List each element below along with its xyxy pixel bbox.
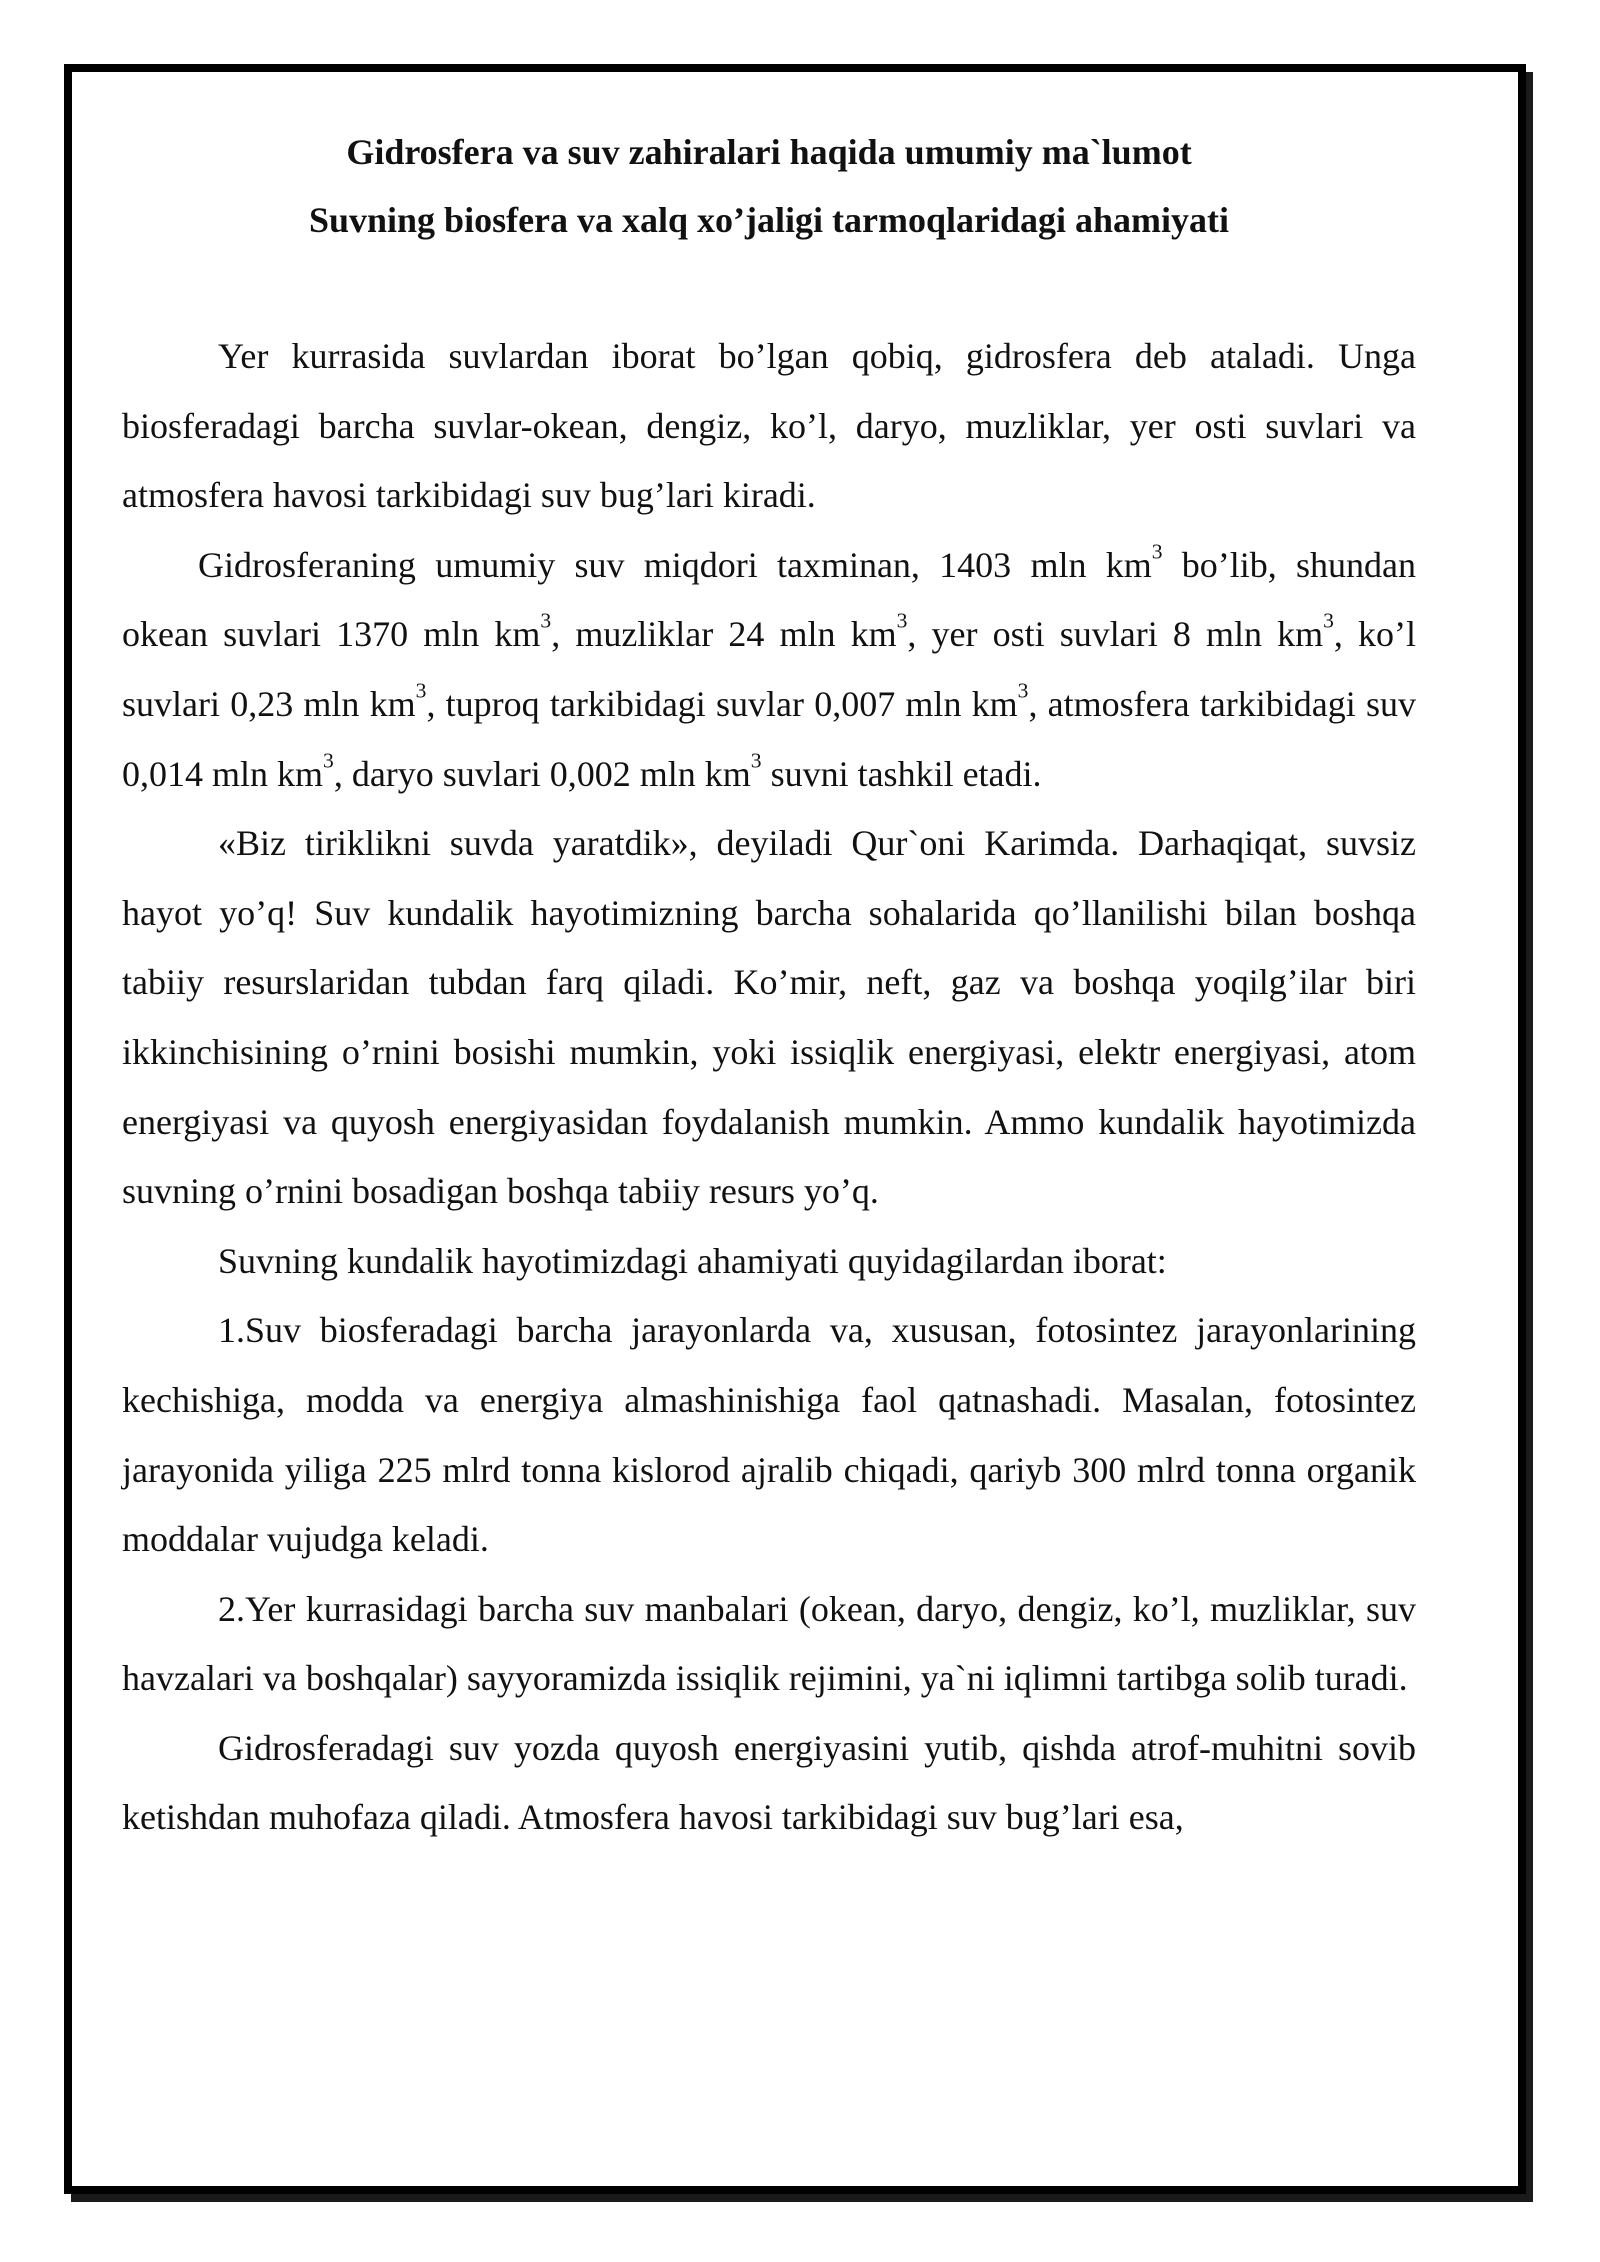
superscript-3: 3 xyxy=(415,678,427,703)
paragraph-4: Suvning kundalik hayotimizdagi ahamiyati quyidagilardan iborat: xyxy=(218,1240,1167,1281)
p2-text-7: , atmosfera tarkibidagi suv 0,014 mln km xyxy=(122,683,1416,794)
document-content xyxy=(122,118,1416,1853)
superscript-3: 3 xyxy=(1151,539,1163,564)
paragraph-3: «Biz tiriklikni suvda yaratdik», deyiladi Qur`oni Karimda. Darhaqiqat, suvsiz hayot yo’q! Suv kundalik hayotimizning barcha sohalarida qo’llanilishi bilan boshqa tabiiy resurslaridan tubdan farq qiladi. Ko’mir, neft, gaz va boshqa yoqilg’ilar biri ikkinchisining o’rnini bosishi mumkin, yoki issiqlik energiyasi, elektr energiyasi, atom energiyasi va quyosh energiyasidan foydalanish mumkin. Ammo kundalik hayotimizda suvning o’rnini bosadigan boshqa tabiiy resurs yo’q. xyxy=(122,823,1416,1212)
paragraph-2 xyxy=(122,531,1416,809)
p2-text-8: , daryo suvlari 0,002 mln km xyxy=(333,753,751,794)
document-title xyxy=(122,118,1416,254)
title-line-2: Suvning biosfera va xalq xo’jaligi tarmoqlaridagi ahamiyati xyxy=(308,200,1230,240)
superscript-3: 3 xyxy=(1017,678,1029,703)
p2-text-9: suvni tashkil etadi. xyxy=(761,753,1042,794)
paragraph-7: Gidrosferadagi suv yozda quyosh energiyasini yutib, qishda atrof-muhitni sovib ketishdan muhofaza qiladi. Atmosfera havosi tarkibidagi suv bug’lari esa, xyxy=(122,1727,1416,1838)
document-body xyxy=(122,322,1416,1853)
p2-text-3: , muzliklar 24 mln km xyxy=(551,614,897,655)
title-line-1: Gidrosfera va suv zahiralari haqida umumiy ma`lumot xyxy=(346,132,1192,172)
paragraph-6: 2.Yer kurrasidagi barcha suv manbalari (okean, daryo, dengiz, ko’l, muzliklar, suv havzalari va boshqalar) sayyoramizda issiqlik rejimini, ya`ni iqlimni tartibga solib turadi. xyxy=(122,1588,1416,1699)
paragraph-5: 1.Suv biosferadagi barcha jarayonlarda va, xususan, fotosintez jarayonlarining kechishiga, modda va energiya almashinishiga faol qatnashadi. Masalan, fotosintez jarayonida yiliga 225 mlrd tonna kislorod ajralib chiqadi, qariyb 300 mlrd tonna organik moddalar vujudga keladi. xyxy=(122,1310,1416,1560)
superscript-3: 3 xyxy=(750,748,762,773)
paragraph-1: Yer kurrasida suvlardan iborat bo’lgan qobiq, gidrosfera deb ataladi. Unga biosferadagi barcha suvlar-okean, dengiz, ko’l, daryo, muzliklar, yer osti suvlari va atmosfera havosi tarkibidagi suv bug’lari kiradi. xyxy=(122,336,1416,516)
p2-text-4: , yer osti suvlari 8 mln km xyxy=(907,614,1324,655)
p2-text-1: Gidrosferaning umumiy suv miqdori taxminan, 1403 mln km xyxy=(198,544,1152,585)
superscript-3: 3 xyxy=(1323,609,1334,634)
superscript-3: 3 xyxy=(540,609,552,634)
p2-text-6: , tuproq tarkibidagi suvlar 0,007 mln km xyxy=(426,683,1018,724)
superscript-3: 3 xyxy=(896,609,908,634)
p2-text-2: bo’lib, shundan okean suvlari 1370 mln km xyxy=(122,544,1416,655)
page-frame xyxy=(64,64,1526,2194)
superscript-3: 3 xyxy=(323,748,334,773)
p2-text-5: , ko’l suvlari 0,23 mln km xyxy=(122,614,1416,724)
